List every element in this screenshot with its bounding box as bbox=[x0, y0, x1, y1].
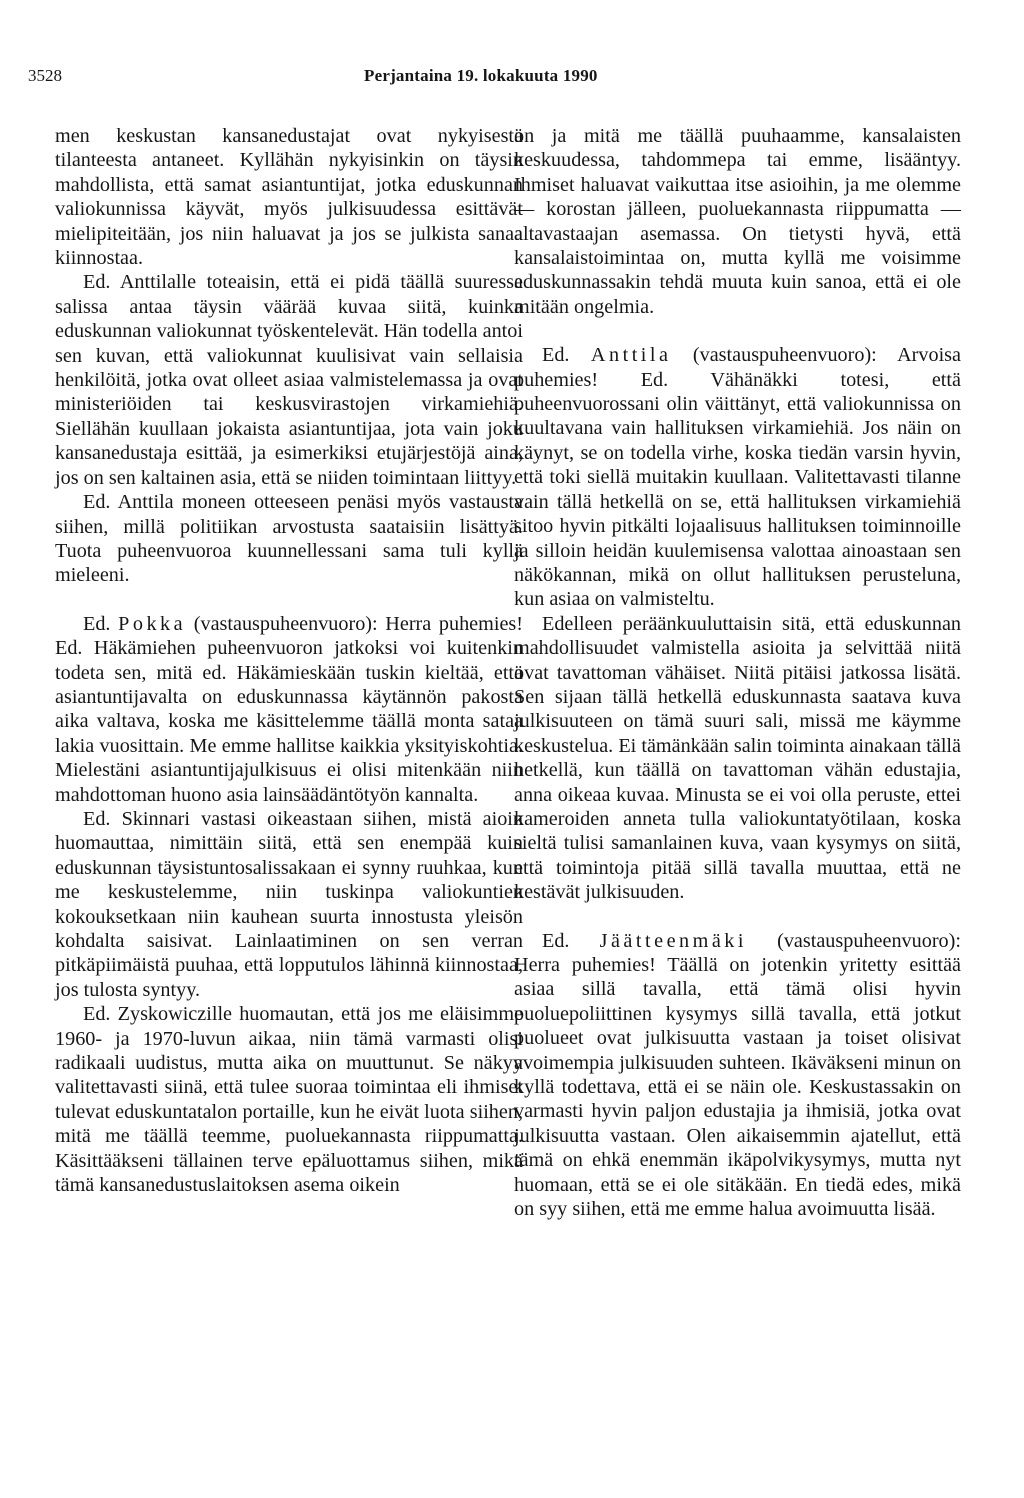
speech-paragraph bbox=[514, 343, 961, 611]
speech-separator bbox=[514, 319, 961, 343]
page-number: 3528 bbox=[28, 66, 62, 85]
speech-separator bbox=[55, 588, 523, 612]
speech-paragraph bbox=[55, 612, 523, 807]
speech-paragraph bbox=[514, 929, 961, 1222]
speaker-name: Jäätteenmäki bbox=[599, 929, 747, 952]
paragraph: Ed. Anttilalle toteaisin, että ei pidä täällä suuressa salissa antaa täysin väärää kuvaa siitä, kuinka eduskunnan valiokunnat työskentelevät. Hän todella antoi sen kuvan, että valiokunnat kuulisivat vain sellaisia henkilöitä, jotka ovat olleet asiaa valmistelemassa ja ovat ministeriöiden tai keskusvirastojen virkamiehiä. Siellähän kuullaan jokaista asiantuntijaa, jota vain joku kansanedustaja esittää, ja esimerkiksi etujärjestöjä aina, jos on sen kaltainen asia, että se niiden toimintaan liittyy. bbox=[55, 271, 523, 489]
speech-text: (vastauspuheenvuoro): Herra puhemies! Täällä on jotenkin yritetty esittää asiaa sillä tavalla, että tämä olisi hyvin puoluepoliittinen kysymys sillä tavalla, että jotkut puolueet ovat julkisuutta vastaan ja toiset olisivat avoimempia julkisuuden suhteen. Ikäväkseni minun on kyllä todettava, että ei se näin ole. Keskustassakin on varmasti hyvin paljon edustajia ja ihmisiä, jotka ovat julkisuutta vastaan. Olen aikaisemmin ajatellut, että tämä on ehkä enemmän ikäpolvikysymys, mutta nyt huomaan, että se ei ole sitäkään. En tiedä edes, mikä on syy siihen, että me emme halua avoimuutta lisää. bbox=[514, 929, 961, 1221]
left-column bbox=[55, 124, 523, 1197]
paragraph: Ed. Anttila moneen otteeseen penäsi myös vastausta siihen, millä politiikan arvostusta saataisiin lisättyä. Tuota puheenvuoroa kuunnellessani sama tuli kyllä mieleeni. bbox=[55, 491, 523, 587]
speech-text: (vastauspuheenvuoro): Herra puhemies! Ed. Häkämiehen puheenvuoron jatkoksi voi kuitenkin todeta sen, mitä ed. Häkämieskään tuskin kieltää, että asiantuntijavalta on eduskunnassa käytännön pakosta aika valtava, koska me käsittelemme täällä monta sataa lakia vuosittain. Me emme hallitse kaikkia yksityiskohtia. Mielestäni asiantuntijajulkisuus ei olisi mitenkään niin mahdottoman huono asia lainsäädäntötyön kannalta. bbox=[55, 612, 523, 806]
paragraph: men keskustan kansanedustajat ovat nykyisestä tilanteesta antaneet. Kyllähän nykyisinkin on täysin mahdollista, että samat asiantuntijat, jotka eduskunnan valiokunnissa käyvät, myös julkisuudessa esittävät mielipiteitään, jos niin haluavat ja jos se julkista sanaa kiinnostaa. bbox=[55, 125, 523, 270]
right-column bbox=[514, 124, 961, 1221]
paragraph: Edelleen peräänkuuluttaisin sitä, että eduskunnan mahdollisuudet valmistella asioita ja selvittää niitä ovat tavattoman vähäiset. Niitä pitäisi jatkossa lisätä. Sen sijaan tällä hetkellä eduskunnasta saatava kuva julkisuuteen on tämä suuri sali, missä me käymme keskustelua. Ei tämänkään salin toiminta ainakaan tällä hetkellä, kun täällä on tavattoman vähän edustajia, anna oikeaa kuvaa. Minusta se ei voi olla peruste, ettei kameroiden anneta tulla valiokuntatyötilaan, koska sieltä tulisi samanlainen kuva, vaan kysymys on siitä, että toimintoja pitää sillä tavalla muuttaa, että ne kestävät julkisuuden. bbox=[514, 612, 961, 904]
ed-prefix: Ed. bbox=[542, 344, 570, 367]
ed-prefix: Ed. bbox=[542, 929, 570, 952]
paragraph: Ed. Skinnari vastasi oikeastaan siihen, mistä aioin huomauttaa, nimittäin siitä, että sen enempää kuin eduskunnan täysistuntosalissakaan ei synny ruuhkaa, kun me keskustelemme, niin tuskinpa valiokuntien kokouksetkaan niin kauhean suurta innostusta yleisön kohdalta saisivat. Lainlaatiminen on sen verran pitkäpiimäistä puuhaa, että lopputulos lähinnä kiinnostaa, jos tulosta syntyy. bbox=[55, 807, 523, 1001]
page-header bbox=[0, 66, 1024, 90]
ed-prefix: Ed. bbox=[83, 612, 111, 635]
speaker-name: Pokka bbox=[118, 612, 187, 635]
paragraph: Ed. Zyskowiczille huomautan, että jos me eläisimme 1960- ja 1970-luvun aikaa, niin tämä varmasti olisi radikaali uudistus, mutta aika on muuttunut. Se näkyy valitettavasti siinä, että tulee suoraa toimintaa eli ihmiset tulevat eduskuntatalon portaille, kun he eivät luota siihen, mitä me täällä teemme, puoluekannasta riippumatta. Käsittääkseni tällainen terve epäluottamus siihen, mikä tämä kansanedustuslaitoksen asema oikein bbox=[55, 1003, 523, 1197]
paragraph: on ja mitä me täällä puuhaamme, kansalaisten keskuudessa, tahdommepa tai emme, lisääntyy. Ihmiset haluavat vaikuttaa itse asioihin, ja me olemme — korostan jälleen, puoluekannasta riippumatta — altavastaajan asemassa. On tietysti hyvä, että kansalaistoimintaa on, mutta kyllä me voisimme eduskunnassakin tehdä muuta kuin sanoa, että ei ole mitään ongelmia. bbox=[514, 125, 961, 318]
speech-text: (vastauspuheenvuoro): Arvoisa puhemies! Ed. Vähänäkki totesi, että puheenvuorossani olin väittänyt, että valiokunnissa on kuultavana vain hallituksen virkamiehiä. Jos näin on käynyt, se on todella virhe, koska tiedän varsin hyvin, että toki siellä muitakin kuullaan. Valitettavasti tilanne vain tällä hetkellä on se, että hallituksen virkamiehiä sitoo hyvin pitkälti lojaalisuus hallituksen toiminnoille ja silloin heidän kuulemisensa valottaa ainoastaan sen näkökannan, mikä on ollut hallituksen perusteluna, kun asiaa on valmisteltu. bbox=[514, 344, 961, 611]
speech-separator bbox=[514, 905, 961, 929]
running-title: Perjantaina 19. lokakuuta 1990 bbox=[364, 66, 598, 85]
speaker-name: Anttila bbox=[590, 344, 672, 367]
